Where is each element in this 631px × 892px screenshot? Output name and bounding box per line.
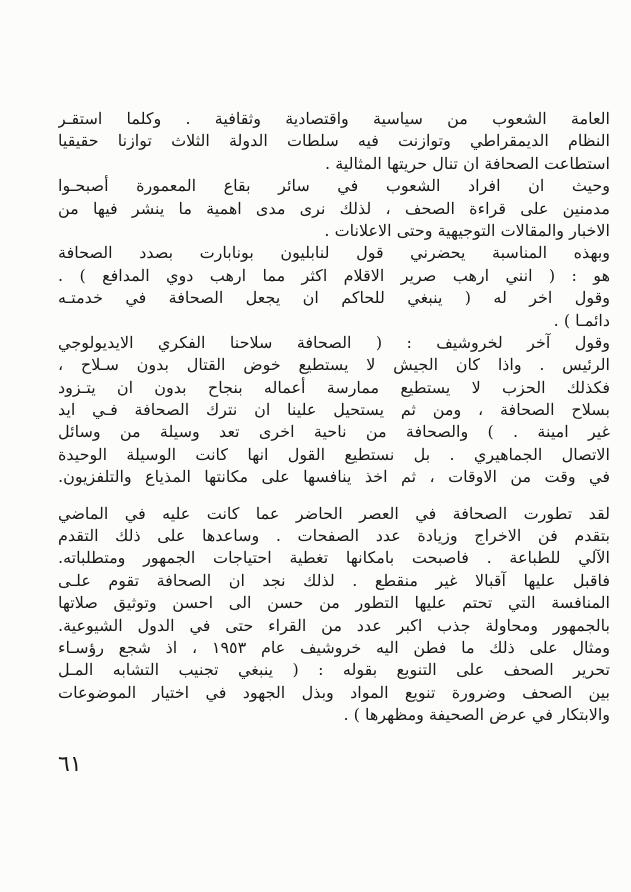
text-line: العامة الشعوب من سياسية واقتصادية وثقافية . وكلما استقـر	[58, 109, 610, 128]
paragraph-gap	[58, 489, 610, 503]
text-line: فاقبل عليها آقبالا غير منقطع . لذلك نجد ان الصحافة تقوم علـى	[58, 570, 610, 590]
text-line: النظام الديمقراطي وتوازنت فيه سلطات الدولة الثلاث توازنا حقيقيا	[58, 131, 610, 151]
text-line: بين الصحف وضرورة تنويع المواد وبذل الجهود في اختيار الموضوعات	[58, 682, 610, 702]
text-line: والابتكار في عرض الصحيفة ومظهرها ) .	[343, 705, 610, 725]
text-line: المنافسة التي تحتم عليها التطور من حسن الى احسن وتوثيق صلاتها	[58, 593, 610, 613]
text-line: مدمنين على قراءة الصحف ، لذلك نرى مدى اهمية ما ينشر فيها من	[58, 198, 610, 218]
text-line: وقول اخر له ( ينبغي للحاكم ان يجعل الصحافة في خدمتـه	[58, 288, 610, 308]
text-line: دائمـا ) .	[553, 310, 610, 330]
text-line: وبهذه المناسبة يحضرني قول لنابليون بونابارت بصدد الصحافة	[58, 243, 610, 263]
body-text	[58, 108, 610, 727]
text-line: بالجمهور ومحاولة جذب اكبر عدد من القراء حتى في الدول الشيوعية.	[58, 615, 610, 635]
text-line: وقول آخر لخروشيف : ( الصحافة سلاحنا الفكري الايديولوجي	[58, 332, 610, 352]
text-line: ومثال على ذلك ما فطن اليه خروشيف عام ١٩٥٣ ، اذ شجع رؤسـاء	[58, 637, 610, 657]
text-line: وحيث ان افراد الشعوب في سائر بقاع المعمورة أصبحـوا	[58, 176, 610, 196]
text-line: هو : ( انني ارهب صرير الاقلام اكثر مما ارهب دوي المدافع ) .	[58, 265, 610, 285]
text-line: فكذلك الحزب لا يستطيع ممارسة أعماله بنجاح بدون ان يتـزود	[58, 377, 610, 397]
text-line: بتقدم فن الاخراج وزيادة عدد الصفحات . وساعدها على ذلك التقدم	[58, 526, 610, 546]
text-line: لقد تطورت الصحافة في العصر الحاضر عما كانت عليه في الماضي	[58, 503, 610, 523]
text-line: الاخبار والمقالات التوجيهية وحتى الاعلانات .	[324, 220, 610, 240]
text-line: الرئيس . واذا كان الجيش لا يستطيع خوض القتال بدون سـلاح ،	[58, 355, 610, 375]
text-line: استطاعت الصحافة ان تنال حريتها المثالية .	[325, 153, 610, 173]
text-line: تحرير الصحف على التنويع بقوله : ( ينبغي تجنيب التشابه المـل	[58, 660, 610, 680]
text-line: الاتصال الجماهيري . بل نستطيع القول انها كانت الوسيلة الوحيدة	[58, 444, 610, 464]
text-line: بسلاح الصحافة ، ومن ثم يستحيل علينا ان نترك الصحافة فـي ايد	[58, 400, 610, 420]
page-number: ٦١	[58, 752, 82, 777]
text-line: الآلي للطباعة . فاصبحت بامكانها تغطية احتياجات الجمهور ومتطلباته.	[58, 548, 610, 568]
text-line: في وقت من الاوقات ، ثم اخذ ينافسها على مكانتها المذياع والتلفزيون.	[58, 467, 610, 487]
text-line: غير امينة . ) والصحافة من ناحية اخرى تعد وسيلة من وسائل	[58, 422, 610, 442]
